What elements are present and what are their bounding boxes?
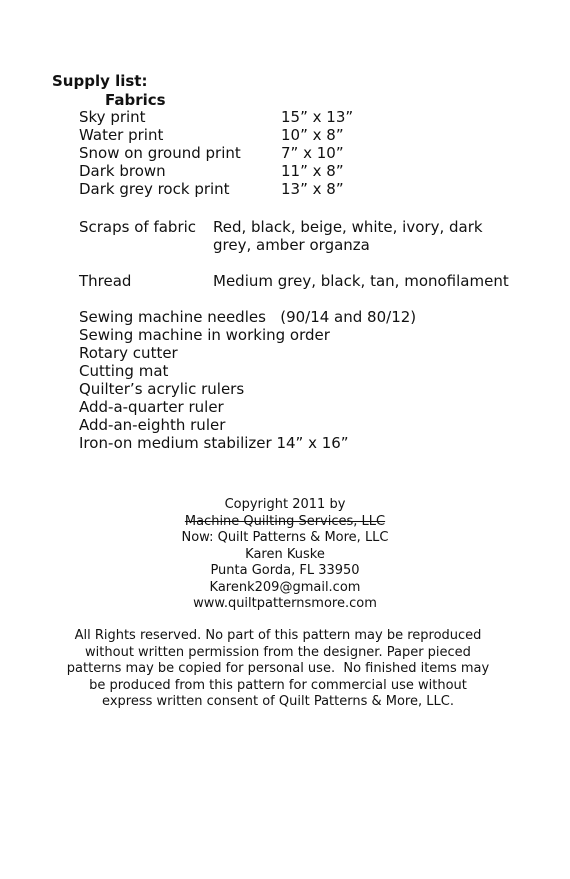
supply-list-title: Supply list: — [52, 72, 148, 90]
tool-item: Cutting mat — [79, 362, 169, 380]
tool-item: Quilter’s acrylic rulers — [79, 380, 245, 398]
designer-name: Karen Kuske — [245, 546, 325, 562]
rights-line: patterns may be copied for personal use. No finished items may — [66, 661, 490, 676]
scraps-label: Scraps of fabric — [79, 218, 197, 236]
rights-line: express written consent of Quilt Patterns & More, LLC. — [102, 694, 454, 709]
fabric-size: 7” x 10” — [281, 144, 344, 162]
rights-line: be produced from this pattern for commercial use without — [89, 677, 467, 693]
thread-value: Medium grey, black, tan, monofilament — [213, 272, 509, 290]
copyright-block — [0, 497, 570, 613]
tool-item: Rotary cutter — [79, 344, 178, 362]
website-text: www.quiltpatternsmore.com — [193, 596, 377, 611]
fabric-size: 15” x 13” — [281, 108, 354, 126]
rights-notice — [0, 628, 556, 711]
rights-line: All Rights reserved. No part of this pattern may be reproduced — [74, 628, 482, 643]
tool-item: Iron-on medium stabilizer 14” x 16” — [79, 434, 349, 452]
old-company-name: Machine Quilting Services, LLC — [184, 513, 386, 529]
email-text: Karenk209@gmail.com — [209, 579, 361, 595]
tool-item: Sewing machine in working order — [79, 326, 330, 344]
fabric-name: Dark brown — [79, 162, 166, 180]
rights-line: without written permission from the designer. Paper pieced — [85, 644, 471, 660]
fabric-name: Dark grey rock print — [79, 180, 230, 198]
tool-item: Sewing machine needles (90/14 and 80/12) — [79, 308, 417, 326]
fabric-size: 13” x 8” — [281, 180, 344, 198]
tool-item: Add-an-eighth ruler — [79, 416, 226, 434]
tool-item: Add-a-quarter ruler — [79, 398, 224, 416]
fabric-size: 11” x 8” — [281, 162, 344, 180]
new-company-name: Now: Quilt Patterns & More, LLC — [181, 530, 389, 545]
scraps-value-line1: Red, black, beige, white, ivory, dark — [213, 218, 483, 236]
fabrics-heading: Fabrics — [105, 91, 166, 109]
scraps-value-line2: grey, amber organza — [213, 236, 370, 254]
fabric-name: Snow on ground print — [79, 144, 241, 162]
fabric-name: Sky print — [79, 108, 146, 126]
fabric-name: Water print — [79, 126, 164, 144]
fabric-size: 10” x 8” — [281, 126, 344, 144]
city-line: Punta Gorda, FL 33950 — [210, 563, 360, 578]
copyright-line: Copyright 2011 by — [224, 497, 346, 512]
thread-label: Thread — [79, 272, 132, 290]
